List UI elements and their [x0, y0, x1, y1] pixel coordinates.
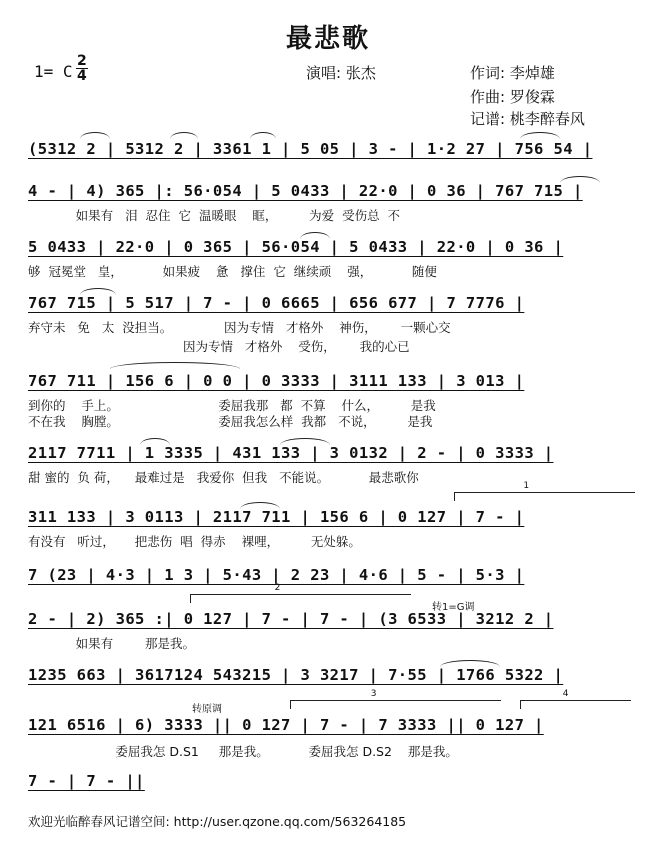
volta-bracket-2 [190, 583, 411, 603]
lyric-line: 如果有 那是我。 [28, 636, 195, 651]
slur-mark [140, 438, 170, 445]
slur-mark [300, 232, 330, 239]
time-signature-bottom: 4 [77, 68, 87, 84]
volta-bracket-4 [520, 689, 631, 709]
score-row [28, 294, 634, 366]
lyric-line: 够 冠冕堂 皇， 如果疲 惫 撑住 它 继续顽 强， 随便 [28, 264, 437, 279]
slur-mark [170, 132, 198, 139]
notation-line: 311 133 | 3 0113 | 2117 711 | 156 6 | 0 127 | 7 - | [28, 508, 525, 526]
slur-mark [110, 362, 240, 369]
slur-mark [80, 288, 116, 295]
notation-line: 2117 7711 | 1 3335 | 431 133 | 3 0132 | 2 - | 0 3333 | [28, 444, 554, 462]
key-signature: 1= C [34, 62, 73, 81]
slur-mark [250, 132, 276, 139]
notation-line: 121 6516 | 6) 3333 || 0 127 | 7 - | 7 3333 || 0 127 | [28, 716, 544, 734]
notation-line: 2 - | 2) 365 :| 0 127 | 7 - | 7 - | (3 6533 | 3212 2 | [28, 610, 554, 628]
slur-mark [280, 438, 330, 445]
notation-line: 7 - | 7 - || [28, 772, 145, 790]
lyric-line: 甜 蜜的 负 荷， 最难过是 我爱你 但我 不能说。 最悲歌你 [28, 470, 419, 485]
song-title: 最悲歌 [285, 24, 370, 54]
composer-credit: 作曲: 罗俊霖 [470, 88, 555, 106]
slur-mark [80, 132, 110, 139]
key-change-label: 转1=G调 [432, 602, 475, 613]
notation-line: 5 0433 | 22·0 | 0 365 | 56·054 | 5 0433 | 22·0 | 0 36 | [28, 238, 564, 256]
score-row [28, 372, 634, 444]
lyricist-credit: 作词: 李焯雄 [470, 64, 555, 82]
singer-credit: 演唱: 张杰 [306, 64, 376, 82]
time-signature-top: 2 [77, 53, 87, 69]
volta-number: 1 [523, 481, 530, 491]
lyric-line: 如果有 泪 忍住 它 温暖眼 眶， 为爱 受伤总 不 [28, 208, 401, 223]
notation-line: 7 (23 | 4·3 | 1 3 | 5·43 | 2 23 | 4·6 | 5 - | 5·3 | [28, 566, 525, 584]
slur-mark [560, 176, 600, 183]
score-row [28, 772, 634, 844]
back-to-original-key-label: 转原调 [192, 704, 222, 715]
volta-number: 4 [562, 689, 569, 699]
volta-bracket-1 [454, 481, 635, 501]
lyric-line-second-verse: 不在我 胸膛。 委屈我怎么样 我都 不说， 是我 [28, 414, 433, 429]
lyric-line: 弃守未 免 太 没担当。 因为专情 才格外 神伤， 一颗心交 [28, 320, 451, 335]
slur-mark [520, 132, 560, 139]
notation-line: (5312 2 | 5312 2 | 3361 1 | 5 05 | 3 - | 1·2 27 | 756 54 | [28, 140, 593, 158]
slur-mark [240, 502, 280, 509]
notation-line: 767 711 | 156 6 | 0 0 | 0 3333 | 3111 133 | 3 013 | [28, 372, 525, 390]
transcriber-credit: 记谱: 桃李醉春风 [470, 110, 585, 128]
slur-mark [440, 660, 500, 667]
notation-line: 4 - | 4) 365 |: 56·054 | 5 0433 | 22·0 | 0 36 | 767 715 | [28, 182, 583, 200]
volta-bracket-3 [290, 689, 501, 709]
time-signature [76, 54, 88, 83]
volta-number: 3 [370, 689, 377, 699]
lyric-line: 到你的 手上。 委屈我那 都 不算 什么， 是我 [28, 398, 436, 413]
footer-link-text: 欢迎光临醉春风记谱空间: http://user.qzone.qq.com/563264185 [28, 814, 407, 829]
lyric-line: 有没有 听过， 把悲伤 唱 得赤 裸哩， 无处躲。 [28, 534, 361, 549]
notation-line: 1235 663 | 3617124 543215 | 3 3217 | 7·55 | 1766 5322 | [28, 666, 564, 684]
lyric-line: 委屈我怎 D.S1 那是我。 委屈我怎 D.S2 那是我。 [28, 744, 458, 759]
volta-number: 2 [274, 583, 281, 593]
notation-line: 767 715 | 5 517 | 7 - | 0 6665 | 656 677 | 7 7776 | [28, 294, 525, 312]
score-row [28, 444, 634, 516]
lyric-line-second-verse: 因为专情 才格外 受伤， 我的心已 [28, 339, 410, 354]
